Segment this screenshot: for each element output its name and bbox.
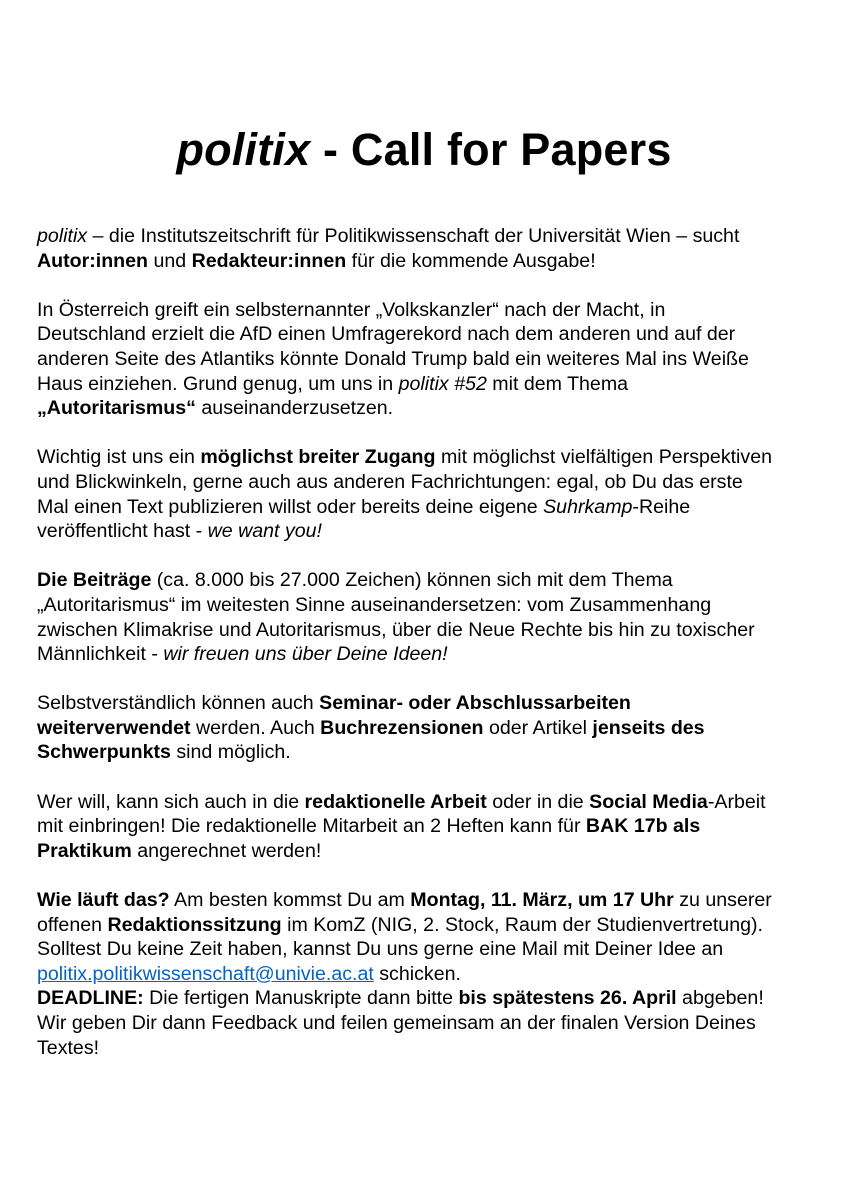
text: Am besten kommst Du am (169, 889, 411, 912)
text: und (148, 249, 192, 272)
text-line: Deutschland erzielt die AfD einen Umfragerekord nach dem anderen und auf der (37, 323, 736, 346)
paragraph-editorial (37, 790, 837, 864)
bold-text: Wie läuft das? (37, 889, 170, 912)
text: für die kommende Ausgabe! (346, 249, 596, 272)
bold-text: Die Beiträge (37, 569, 152, 592)
bold-text: redaktionelle Arbeit (304, 790, 487, 813)
text: Wer will, kann sich auch in die (37, 790, 305, 813)
issue-number: politix #52 (398, 372, 487, 395)
text: werden. Auch (190, 716, 321, 739)
text: abgeben! (676, 987, 764, 1010)
text-line: Textes! (37, 1036, 100, 1059)
text: oder Artikel (483, 716, 593, 739)
bold-text: Praktikum (37, 839, 132, 862)
text: im KomZ (NIG, 2. Stock, Raum der Studienvertretung). (281, 913, 763, 936)
paragraph-how-it-works (37, 888, 837, 986)
meeting-date: Montag, 11. März, um 17 Uhr (410, 889, 674, 912)
text: -Arbeit (707, 790, 766, 813)
text: Selbstverständlich können auch (37, 692, 320, 715)
document-body (37, 224, 837, 1060)
text: mit möglichst vielfältigen Perspektiven (435, 446, 772, 469)
bold-text: Autor:innen (37, 249, 149, 272)
text: offenen (37, 913, 108, 936)
text: veröffentlicht hast - (37, 520, 208, 543)
text: schicken. (373, 962, 461, 985)
text-line: In Österreich greift ein selbsternannter „Volkskanzler“ nach der Macht, in (37, 298, 666, 321)
paragraph-intro (37, 224, 837, 273)
bold-text: Schwerpunkts (37, 741, 171, 764)
text-line: „Autoritarismus“ im weitesten Sinne auseinandersetzen: vom Zusammenhang (37, 593, 712, 616)
bold-text: weiterverwendet (37, 716, 191, 739)
text-line: Wir geben Dir dann Feedback und feilen gemeinsam an der finalen Version Deines (37, 1012, 756, 1034)
text: mit dem Thema (486, 372, 629, 395)
text: Wichtig ist uns ein (37, 446, 201, 469)
text: Mal einen Text publizieren willst oder bereits deine eigene (37, 495, 544, 518)
magazine-name: politix (37, 225, 88, 247)
bold-text: BAK 17b als (585, 815, 701, 838)
text: – die Institutszeitschrift für Politikwissenschaft der Universität Wien – sucht (87, 225, 740, 247)
title-rest: - Call for Papers (310, 124, 672, 175)
text: Männlichkeit - (37, 643, 164, 666)
paragraph-reuse (37, 691, 837, 765)
deadline-date: bis spätestens 26. April (458, 987, 677, 1010)
topic-title: „Autoritarismus“ (37, 397, 196, 420)
bold-text: Seminar- oder Abschlussarbeiten (319, 692, 631, 715)
italic-text: wir freuen uns über Deine Ideen! (163, 643, 448, 666)
paragraph-deadline (37, 986, 837, 1060)
text-line: und Blickwinkeln, gerne auch aus anderen Fachrichtungen: egal, ob Du das erste (37, 470, 743, 493)
text-line: anderen Seite des Atlantiks könnte Donald Trump bald ein weiteres Mal ins Weiße (37, 347, 749, 370)
title-magazine-name: politix (176, 124, 311, 175)
text: -Reihe (632, 495, 691, 518)
text: angerechnet werden! (131, 839, 322, 862)
italic-text: we want you! (207, 520, 322, 543)
text-line: Solltest Du keine Zeit haben, kannst Du uns gerne eine Mail mit Deiner Idee an (37, 938, 724, 961)
text: Die fertigen Manuskripte dann bitte (143, 987, 459, 1010)
bold-text: Redaktionssitzung (107, 913, 282, 936)
text: sind möglich. (170, 741, 291, 764)
italic-text: Suhrkamp (543, 495, 633, 518)
paragraph-contributions (37, 568, 837, 666)
bold-text: Social Media (589, 790, 708, 813)
text: auseinanderzusetzen. (195, 397, 394, 420)
text: zu unserer (673, 889, 772, 912)
email-link[interactable]: politix.politikwissenschaft@univie.ac.at (37, 962, 374, 985)
page-title (0, 122, 848, 178)
bold-text: Buchrezensionen (320, 716, 484, 739)
text: mit einbringen! Die redaktionelle Mitarbeit an 2 Heften kann für (37, 815, 586, 838)
paragraph-approach (37, 445, 837, 543)
text: oder in die (486, 790, 590, 813)
bold-text: möglichst breiter Zugang (200, 446, 436, 469)
text: Haus einziehen. Grund genug, um uns in (37, 372, 399, 395)
text: (ca. 8.000 bis 27.000 Zeichen) können sich mit dem Thema (151, 569, 673, 592)
deadline-label: DEADLINE: (37, 987, 144, 1010)
bold-text: jenseits des (592, 716, 705, 739)
text-line: zwischen Klimakrise und Autoritarismus, über die Neue Rechte bis hin zu toxischer (37, 618, 755, 641)
paragraph-context (37, 298, 837, 421)
bold-text: Redakteur:innen (191, 249, 347, 272)
